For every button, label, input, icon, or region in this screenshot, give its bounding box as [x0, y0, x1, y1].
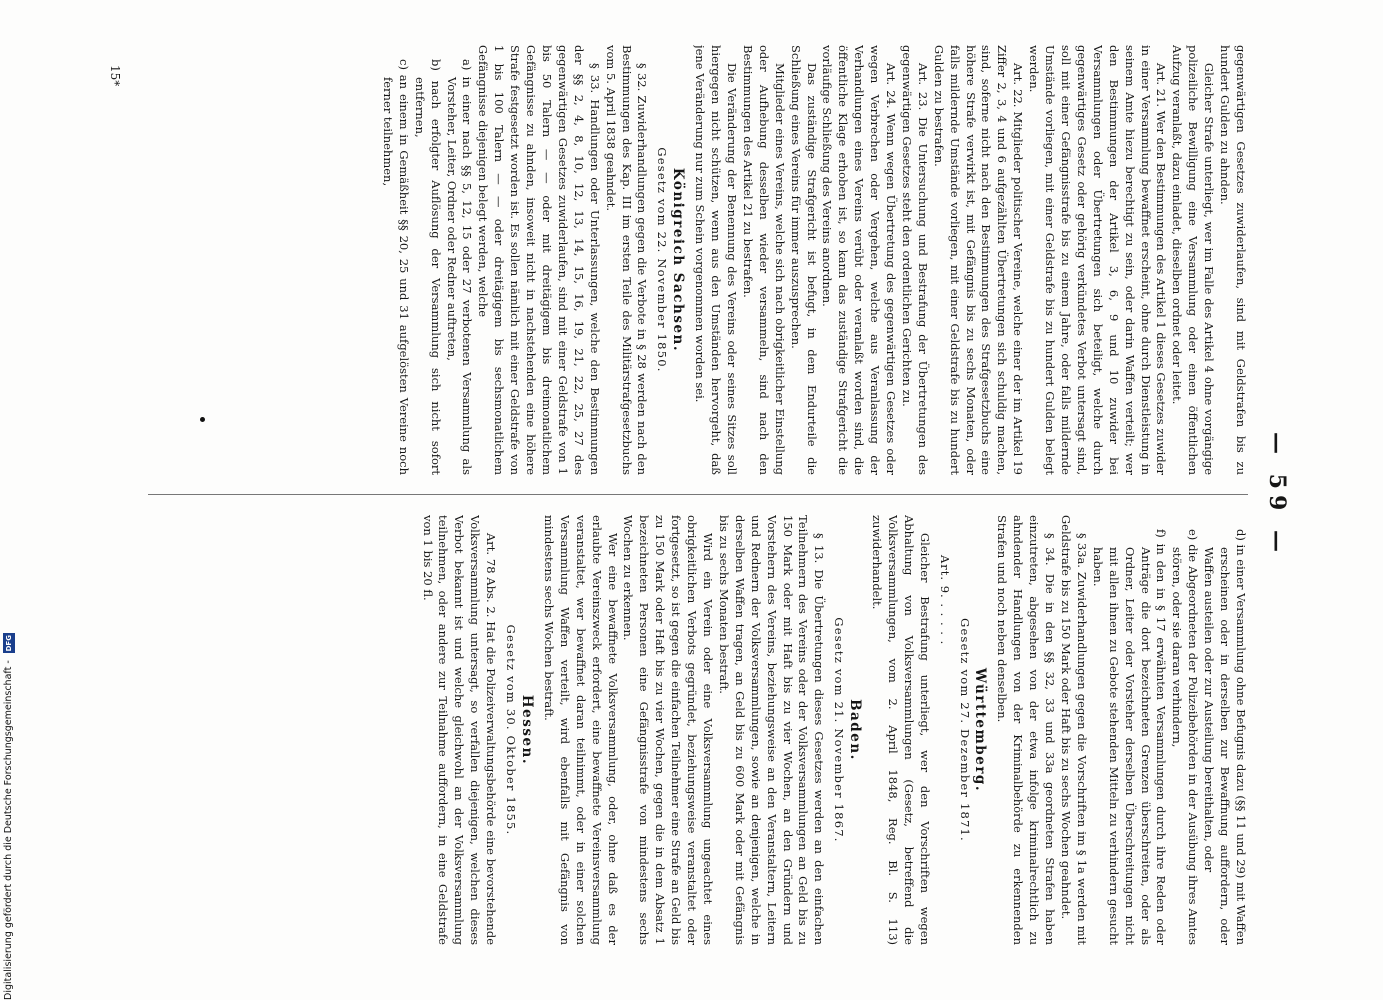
article-9-line: Art. 9. . . . . .: [937, 555, 952, 646]
law-title-hessen: Gesetz vom 30. Oktober 1855.: [504, 624, 519, 836]
paragraph: Das zuständige Strafgericht ist befugt, in dem Endurteile die Schließung eines Vereins für immer auszusprechen.: [788, 45, 819, 475]
rotated-page-content: [100, 45, 1290, 945]
digitization-credit: [2, 0, 16, 1000]
paragraph: Gleicher Strafe unterliegt, wer im Falle des Artikel 4 ohne vorgängige polizeiliche Bewilligung eine Versammlung oder einen öffentlichen Aufzug veranlaßt, dazu einladet, dieselben ordnet oder leitet.: [1170, 45, 1217, 475]
page-number: — 59 —: [1264, 432, 1290, 558]
section-heading-wuerttemberg: Württemberg.: [972, 667, 989, 793]
right-column: [118, 515, 1248, 945]
paragraph: Mitglieder eines Vereins, welche sich nach obrigkeitlicher Einstellung oder Aufhebung desselben wieder versammeln, sind nach den Bestimmungen des Artikel 21 zu bestrafen.: [740, 45, 787, 475]
section-heading-hessen: Hessen.: [519, 694, 536, 766]
left-column: [118, 45, 1248, 475]
law-title-baden: Gesetz vom 21. November 1867.: [832, 617, 847, 843]
column-divider: [148, 494, 1248, 495]
paragraph-para-32: § 32. Zuwiderhandlungen gegen die Verbote in § 28 werden nach den Bestimmungen des Kap. III im ersten Teile des Militärstrafgesetzbuchs vom 5. April 1838 geahndet.: [603, 45, 650, 475]
paragraph-art-22: Art. 22. Mitglieder politischer Vereine, welche einer der im Artikel 19 Ziffer 2, 3, 4 und 6 aufgezählten Übertretungen sich schuldig machen, sind, soferne nicht nach den Bestimmungen des Strafgesetzbuchs eine höhere Strafe verwirkt ist, mit Gefängnis bis zu sechs Monaten, oder falls mildernde Umstände vorliegen, mit einer Geldstrafe bis zu hundert Gulden zu bestrafen.: [931, 45, 1026, 475]
list-item-b: b) nach erfolgter Auflösung der Versammlung sich nicht sofort entfernen,: [412, 59, 443, 475]
paragraph-para-33: § 33. Handlungen oder Unterlassungen, welche den Bestimmungen der §§ 2, 4, 8, 10, 12, 13, 14, 15, 16, 19, 21, 22, 25, 27 des gegenwärtigen Gesetzes zuwiderlaufen, sind mit einer Geldstrafe von 1 bis 50 Talern — — oder mit dreitägigem bis dreimonatlichem Gefängnisse zu ahnden, insoweit nicht in nachstehenden eine höhere Strafe festgesetzt worden ist. Es sollen nämlich mit einer Geldstrafe von 1 bis 100 Talern — — oder dreitägigem bis sechsmonatlichem Gefängnisse diejenigen belegt werden, welche: [476, 45, 602, 475]
paragraph-para-13: § 13. Die Übertretungen dieses Gesetzes werden an den einfachen Teilnehmern des Vereins oder der Volksversammlungen an Geld bis zu 150 Mark oder mit Haft bis zu vier Wochen, an den Gründern und Vorstehern des Vereins, beziehungsweise an den Veranstaltern, Leitern und Rednern der Volksversammlungen, sowie an denjenigen, welche in derselben Waffen tragen, an Geld bis zu 600 Mark oder mit Gefängnis bis zu sechs Monaten bestraft.: [716, 515, 827, 945]
list-item-d: d) in einer Versammlung ohne Befugnis dazu (§§ 11 und 29) mit Waffen erscheinen oder in derselben zur Bewaffnung auffordern, oder Waffen austeilen oder zur Austeilung bereithalten, oder: [1202, 529, 1248, 945]
paragraph: Wer eine bewaffnete Volksversammlung, oder, ohne daß es der erlaubte Vereinszweck erfordert, eine bewaffnete Vereinsversammlung veranstaltet, wer bewaffnet daran teilnimmt, oder in einer solchen Versammlung Waffen verteilt, wird ebenfalls mit Gefängnis von mindestens sechs Wochen bestraft.: [541, 515, 620, 945]
paragraph-art-24: Art. 24. Wenn wegen Übertretung des gegenwärtigen Gesetzes oder wegen Verbrechen oder Vergehen, welche aus Veranlassung der Verhandlungen eines Vereins verübt oder veranlaßt worden sind, die öffentliche Klage erhoben ist, so kann das zuständige Strafgericht die vorläufige Schließung des Vereins anordnen.: [820, 45, 899, 475]
paragraph-art-78: Art. 78 Abs. 2. Hat die Polizeiverwaltungsbehörde eine bevorstehende Volksversammlung untersagt, so verfallen diejenigen, welchen dieses Verbot bekannt ist und welche gleichwohl an der Volksversammlung teilnehmen, oder andere zur Teilnahme auffordern, in eine Geldstrafe von 1 bis 20 fl.: [420, 515, 499, 945]
dfg-logo-icon: DFG: [4, 635, 13, 652]
list-item-e: e) die Abgeordneten der Polizeibehörden in der Ausübung ihres Amtes stören, oder sie daran verhindern,: [1170, 529, 1201, 945]
paragraph: gegenwärtigen Gesetzes zuwiderlaufen, sind mit Geldstrafen bis zu hundert Gulden zu ahnden.: [1218, 45, 1248, 475]
law-title-sachsen: Gesetz vom 22. November 1850.: [655, 147, 670, 373]
signature-mark: 15*: [108, 65, 122, 87]
paragraph-art-21: Art. 21. Wer den Bestimmungen des Artikel 1 dieses Gesetzes zuwider in einer Versammlung bewaffnet erscheint, ohne durch Dienstleistung in seinem Amte hiezu berechtigt zu sein, oder darin Waffen verteilt; wer den Bestimmungen der Artikel 3, 6, 9 und 10 zuwider bei Versammlungen oder Übertretungen sich beteiligt, welche durch gegenwärtiges Gesetz oder gehörig verkündetes Verbot untersagt sind, soll mit einer Gefängnisstrafe bis zu einem Jahre, oder falls mildernde Umstände vorliegen, mit einer Geldstrafe bis zu hundert Gulden belegt werden.: [1027, 45, 1169, 475]
paragraph-para-34: § 34. Die in den §§ 32, 33 und 33a geordneten Strafen haben einzutreten, abgesehen von der etwa infolge kriminalrechtlich zu ahndender Handlungen von der Kriminalbehörde zu erkennenden Strafen und noch neben denselben.: [995, 515, 1058, 945]
paragraph-art-23: Art. 23. Die Untersuchung und Bestrafung der Übertretungen des gegenwärtigen Gesetzes steht den ordentlichen Gerichten zu.: [899, 45, 930, 475]
digitization-credit-text: Digitalisierung gefördert durch die Deutsche Forschungsgemeinschaft -: [3, 660, 14, 1000]
section-heading-sachsen: Königreich Sachsen.: [670, 167, 687, 353]
paragraph: Die Veränderung der Benennung des Vereins oder seines Sitzes soll hiergegen nicht schützen, wenn aus den Umständen hervorgeht, daß jene Veränderung nur zum Schein vorgenommen worden sei.: [693, 45, 739, 475]
paragraph: Wird ein Verein oder eine Volksversammlung ungeachtet eines obrigkeitlichen Verbots gegründet, beziehungsweise veranstaltet oder fortgesetzt, so ist gegen die einfachen Teilnehmer eine Strafe an Geld bis zu 150 Mark oder Haft bis zu vier Wochen, gegen die in dem Absatz 1 bezeichneten Personen eine Gefängnisstrafe von mindestens sechs Wochen zu erkennen.: [621, 515, 715, 945]
list-item-c: c) an einem in Gemäßheit §§ 20, 25 und 31 aufgelösten Vereine noch ferner teilnehmen,: [380, 59, 411, 475]
list-item-a: a) in einer nach §§ 5, 12, 15 oder 27 verbotenen Versammlung als Vorsteher, Leiter, Ordner oder Redner auftreten,: [444, 59, 475, 475]
paragraph-para-33a: § 33a. Zuwiderhandlungen gegen die Vorschriften im § 1a werden mit Geldstrafe bis zu 150 Mark oder Haft bis zu sechs Wochen geahndet.: [1059, 515, 1089, 945]
section-heading-baden: Baden.: [847, 699, 864, 761]
list-item-f: f) in den in § 17 erwähnten Versammlungen durch ihre Reden oder Anträge die dort bezeichneten Grenzen überschreiten, oder als Ordner, Leiter oder Vorsteher derselben Überschreitungen nicht mit allen ihnen zu Gebote stehenden Mitteln zu verhindern gesucht haben.: [1090, 529, 1169, 945]
ink-dot: [200, 417, 205, 422]
law-title-wuerttemberg: Gesetz vom 27. Dezember 1871.: [957, 618, 972, 842]
paragraph: Gleicher Bestrafung unterliegt, wer den Vorschriften wegen Abhaltung von Volksversammlungen (Gesetz, betreffend die Volksversammlungen, vom 2. April 1848, Reg. Bl. S. 113) zuwiderhandelt.: [870, 515, 932, 945]
